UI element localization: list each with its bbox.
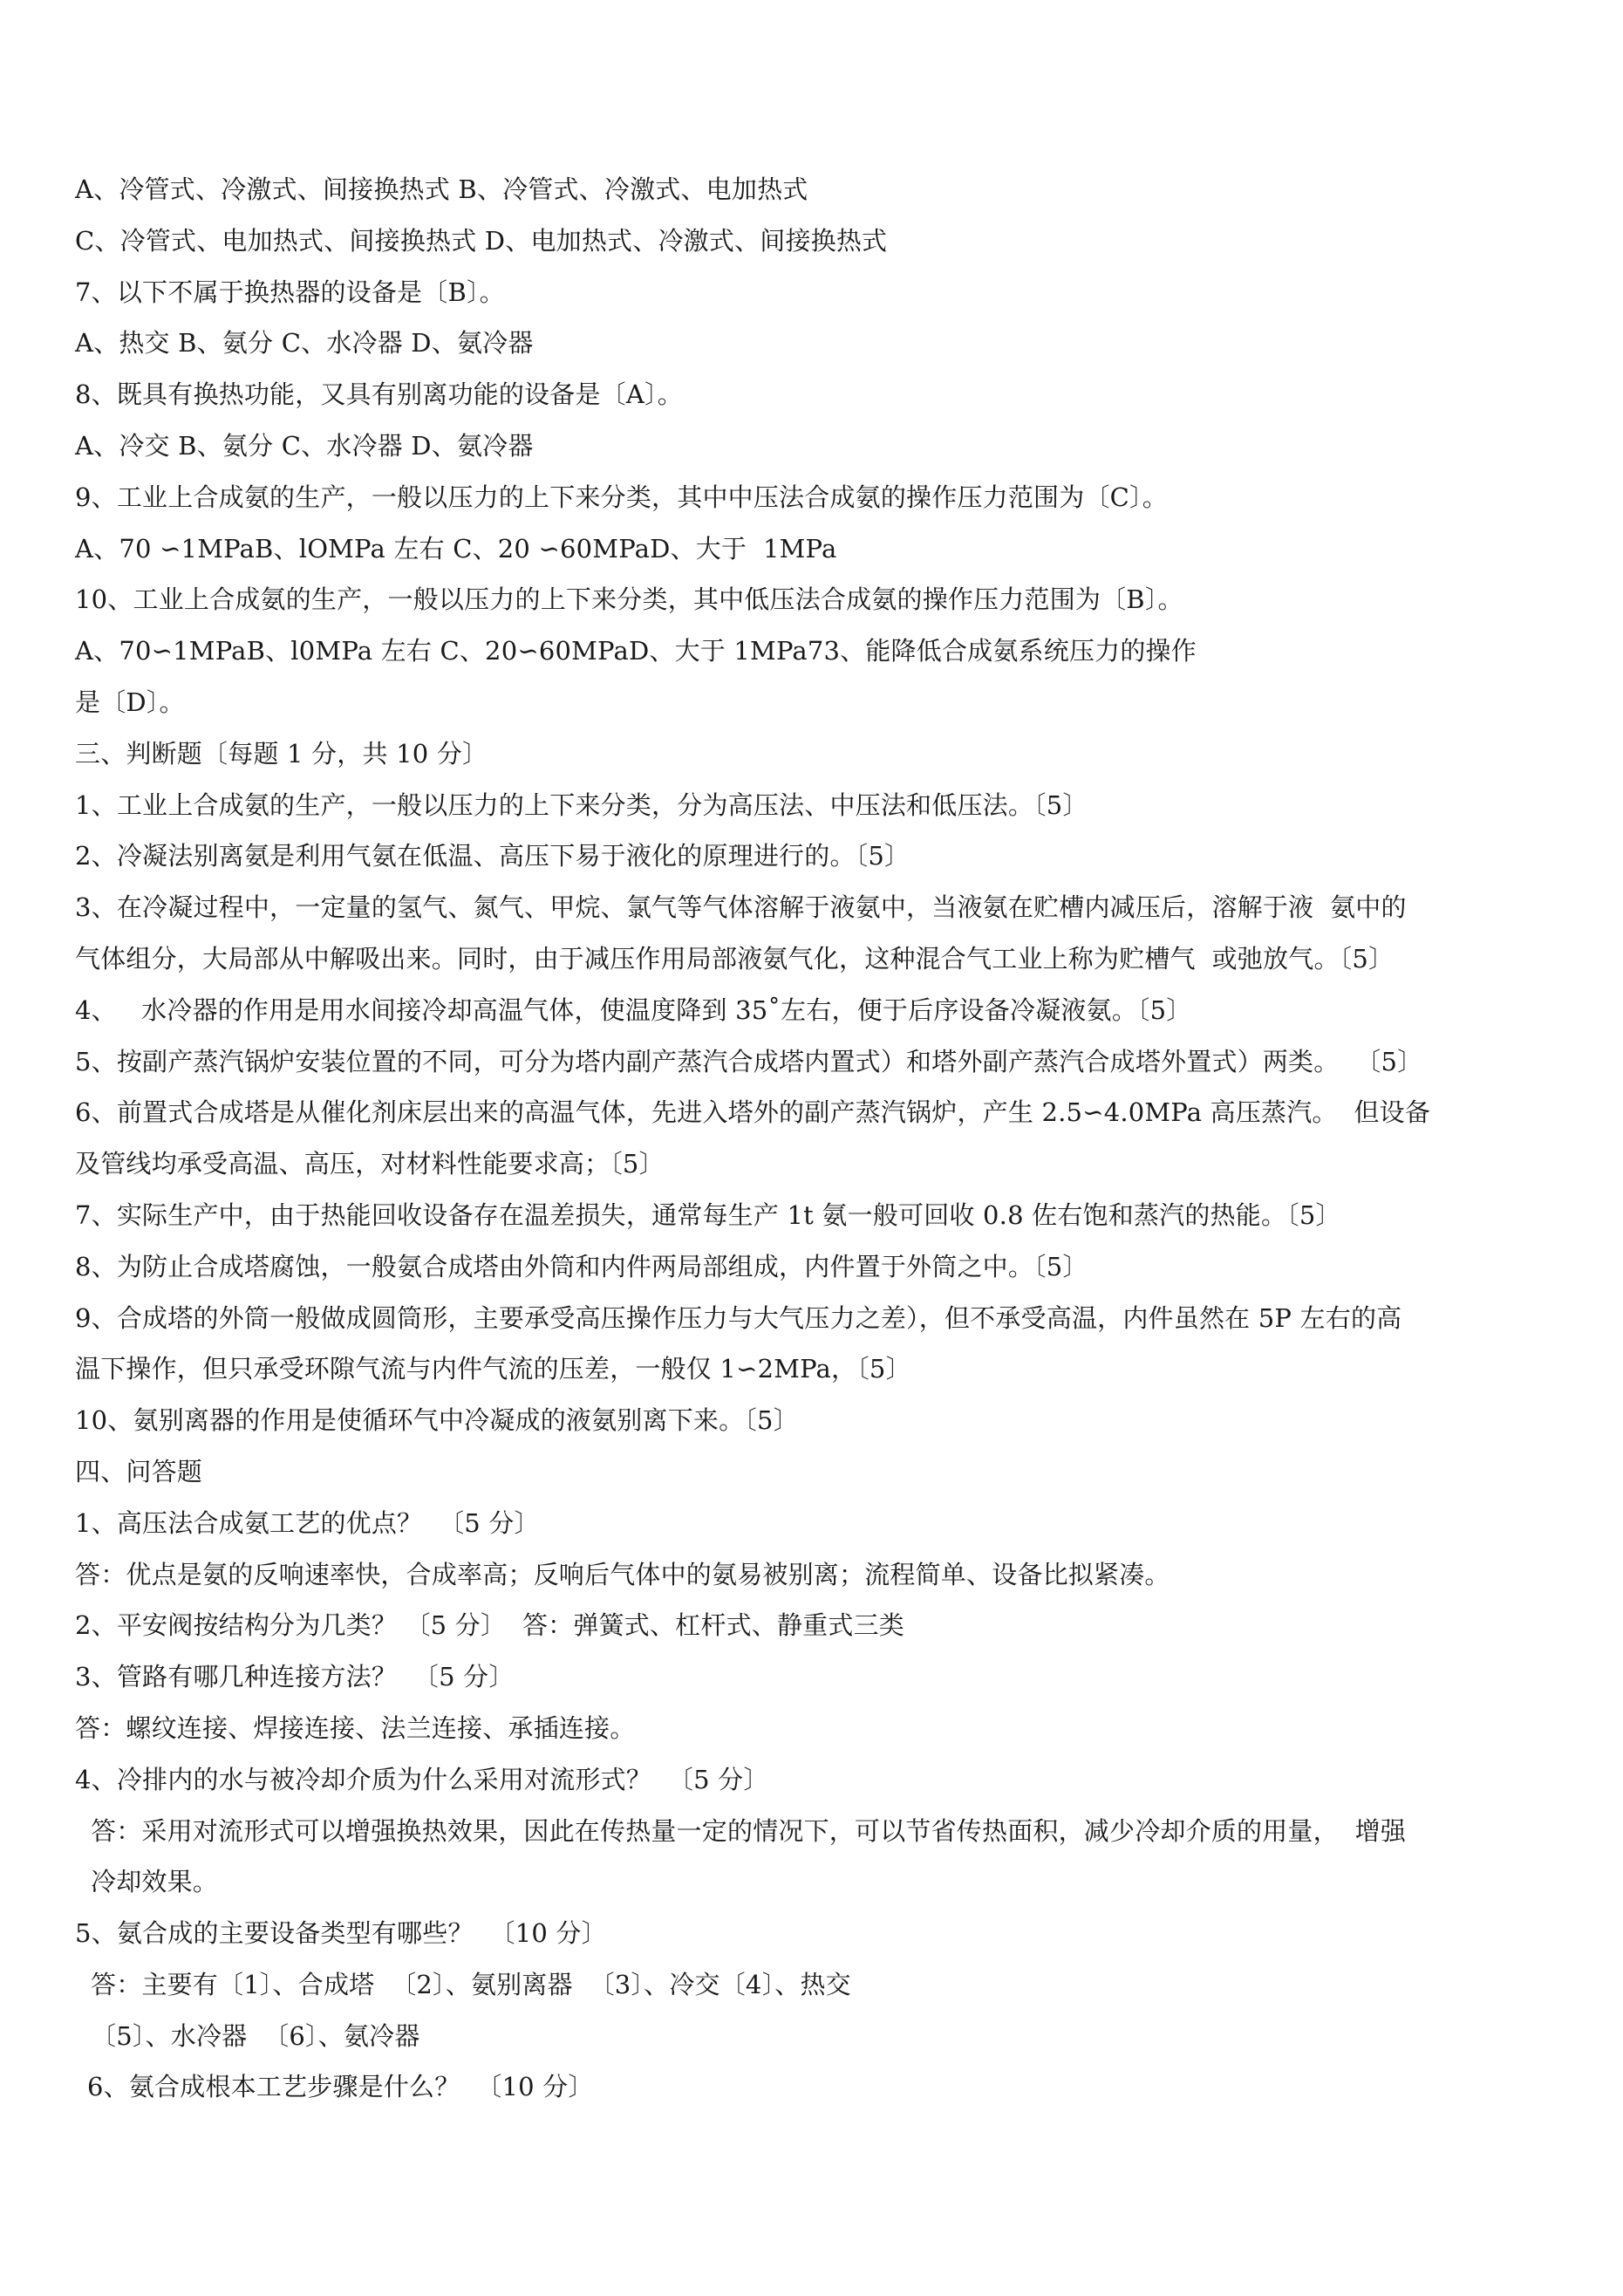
document-page: [75, 164, 1549, 2113]
tf-item-10: 10、氨别离器的作用是使循环气中冷凝成的液氨别离下来。〔5〕: [75, 1405, 799, 1436]
text-line: A、热交 B、氨分 C、水冷器 D、氨冷器: [75, 328, 534, 359]
section-heading-qa: 四、问答题: [75, 1456, 203, 1486]
qa-question-2: 2、平安阀按结构分为几类？ 〔5 分〕 答：弹簧式、杠杆式、静重式三类: [75, 1610, 904, 1641]
qa-question-5: 5、氨合成的主要设备类型有哪些？ 〔10 分〕: [75, 1918, 607, 1949]
text-line: 〔5〕、水冷器 〔6〕、氨冷器: [91, 2020, 420, 2051]
qa-question-3: 3、管路有哪几种连接方法？ 〔5 分〕: [75, 1662, 515, 1692]
qa-answer-1: 答：优点是氨的反响速率快，合成率高；反响后气体中的氨易被别离；流程简单、设备比拟紧凑。: [75, 1559, 1170, 1589]
tf-item-3: 3、在冷凝过程中，一定量的氢气、氮气、甲烷、氯气等气体溶解于液氨中，当液氨在贮槽内减压后，溶解于液 氨中的: [75, 892, 1407, 923]
tf-item-2: 2、冷凝法别离氨是利用气氨在低温、高压下易于液化的原理进行的。〔5〕: [75, 841, 910, 871]
text-line: 冷却效果。: [91, 1867, 219, 1897]
section-heading-true-false: 三、判断题〔每题 1 分，共 10 分〕: [75, 738, 488, 769]
question-9: 9、工业上合成氨的生产，一般以压力的上下来分类，其中中压法合成氨的操作压力范围为〔C〕。: [75, 482, 1168, 512]
text-line: C、冷管式、电加热式、间接换热式 D、电加热式、冷激式、间接换热式: [75, 225, 888, 256]
qa-question-4: 4、冷排内的水与被冷却介质为什么采用对流形式？ 〔5 分〕: [75, 1764, 769, 1794]
tf-item-7: 7、实际生产中，由于热能回收设备存在温差损失，通常每生产 1t 氨一般可回收 0.8 佐右饱和蒸汽的热能。〔5〕: [75, 1199, 1341, 1230]
qa-answer-3: 答：螺纹连接、焊接连接、法兰连接、承插连接。: [75, 1712, 636, 1743]
qa-question-1: 1、高压法合成氨工艺的优点？ 〔5 分〕: [75, 1507, 540, 1538]
tf-item-6: 6、前置式合成塔是从催化剂床层出来的高温气体，先进入塔外的副产蒸汽锅炉，产生 2.5∽4.0MPa 高压蒸汽。 但设备: [75, 1097, 1431, 1128]
text-line: 温下操作，但只承受环隙气流与内件气流的压差，一般仅 1∽2MPa，〔5〕: [75, 1354, 911, 1384]
text-line: 是〔D〕。: [75, 687, 185, 717]
text-line: A、冷交 B、氨分 C、水冷器 D、氨冷器: [75, 430, 534, 461]
tf-item-5: 5、按副产蒸汽锅炉安装位置的不同，可分为塔内副产蒸汽合成塔内置式）和塔外副产蒸汽合成塔外置式）两类。 〔5〕: [75, 1046, 1423, 1076]
question-10: 10、工业上合成氨的生产，一般以压力的上下来分类，其中低压法合成氨的操作压力范围为〔B〕。: [75, 584, 1183, 615]
qa-answer-5: 答：主要有〔1〕、合成塔 〔2〕、氨别离器 〔3〕、冷交〔4〕、热交: [91, 1969, 851, 1999]
qa-question-6: 6、氨合成根本工艺步骤是什么？ 〔10 分〕: [87, 2072, 594, 2102]
text-line: 气体组分，大局部从中解吸出来。同时，由于减压作用局部液氨气化，这种混合气工业上称为贮槽气 或弛放气。〔5〕: [75, 943, 1395, 974]
question-8: 8、既具有换热功能，又具有别离功能的设备是〔A〕。: [75, 379, 683, 410]
text-line: A、70∽1MPaB、l0MPa 左右 C、20∽60MPaD、大于 1MPa73、能降低合成氨系统压力的操作: [75, 636, 1197, 666]
tf-item-8: 8、为防止合成塔腐蚀，一般氨合成塔由外筒和内件两局部组成，内件置于外筒之中。〔5〕: [75, 1251, 1088, 1281]
qa-answer-4: 答：采用对流形式可以增强换热效果，因此在传热量一定的情况下，可以节省传热面积，减少冷却介质的用量， 增强: [91, 1815, 1407, 1846]
question-7: 7、以下不属于换热器的设备是〔B〕。: [75, 277, 505, 307]
text-line: A、冷管式、冷激式、间接换热式 B、冷管式、冷激式、电加热式: [75, 174, 808, 204]
text-line: 及管线均承受高温、高压，对材料性能要求高；〔5〕: [75, 1149, 665, 1179]
tf-item-1: 1、工业上合成氨的生产，一般以压力的上下来分类，分为高压法、中压法和低压法。〔5〕: [75, 789, 1088, 820]
tf-item-4: 4、 水冷器的作用是用水间接冷却高温气体，使温度降到 35˚左右，便于后序设备冷凝液氨。〔5〕: [75, 994, 1192, 1025]
text-line: A、70 ∽1MPaB、lOMPa 左右 C、20 ∽60MPaD、大于 1MPa: [75, 533, 837, 564]
tf-item-9: 9、合成塔的外筒一般做成圆筒形，主要承受高压操作压力与大气压力之差），但不承受高温，内件虽然在 5P 左右的高: [75, 1302, 1402, 1333]
